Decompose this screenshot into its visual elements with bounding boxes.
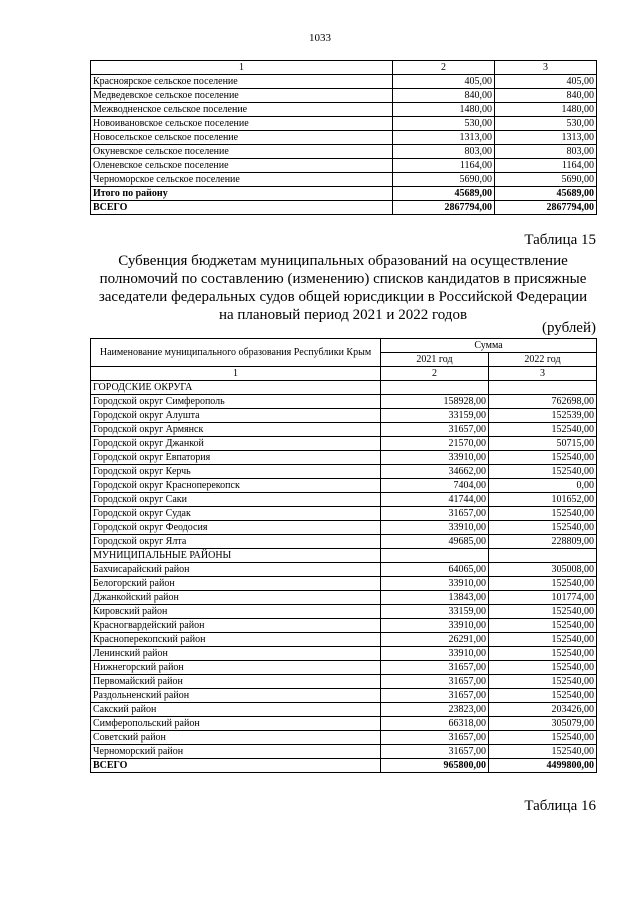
row-value: 530,00	[495, 117, 597, 131]
row-name: Городской округ Судак	[91, 507, 381, 521]
row-value: 1480,00	[495, 103, 597, 117]
row-value: 33910,00	[381, 619, 489, 633]
table-row	[91, 535, 597, 549]
table-row	[91, 479, 597, 493]
row-name: ВСЕГО	[91, 759, 381, 773]
row-name: Итого по району	[91, 187, 393, 201]
row-name: Медведевское сельское поселение	[91, 89, 393, 103]
row-name: Симферопольский район	[91, 717, 381, 731]
row-value: 840,00	[393, 89, 495, 103]
subtotal-row	[91, 187, 597, 201]
row-value: 305079,00	[489, 717, 597, 731]
row-value: 34662,00	[381, 465, 489, 479]
table-row	[91, 717, 597, 731]
row-name: Ленинский район	[91, 647, 381, 661]
row-value: 31657,00	[381, 661, 489, 675]
section-heading: МУНИЦИПАЛЬНЫЕ РАЙОНЫ	[91, 549, 381, 563]
column-header-2021: 2021 год	[381, 353, 489, 367]
row-value: 305008,00	[489, 563, 597, 577]
row-name: Городской округ Джанкой	[91, 437, 381, 451]
row-value: 33910,00	[381, 521, 489, 535]
table-row	[91, 75, 597, 89]
row-value: 31657,00	[381, 689, 489, 703]
row-value: 405,00	[393, 75, 495, 89]
row-name: Черноморский район	[91, 745, 381, 759]
table-row	[91, 159, 597, 173]
row-name: Городской округ Симферополь	[91, 395, 381, 409]
row-name: Красноперекопский район	[91, 633, 381, 647]
row-value: 152540,00	[489, 633, 597, 647]
row-value: 31657,00	[381, 731, 489, 745]
column-header-2022: 2022 год	[489, 353, 597, 367]
table-row	[91, 103, 597, 117]
table-row	[91, 689, 597, 703]
table-row	[91, 465, 597, 479]
row-name: Оленевское сельское поселение	[91, 159, 393, 173]
section-heading: ГОРОДСКИЕ ОКРУГА	[91, 381, 381, 395]
row-value: 152540,00	[489, 745, 597, 759]
row-name: Межводненское сельское поселение	[91, 103, 393, 117]
total-row	[91, 759, 597, 773]
table-row	[91, 423, 597, 437]
row-name: Первомайский район	[91, 675, 381, 689]
row-value: 965800,00	[381, 759, 489, 773]
row-value: 405,00	[495, 75, 597, 89]
row-value: 152540,00	[489, 731, 597, 745]
table-header-row	[91, 61, 597, 75]
row-value: 803,00	[393, 145, 495, 159]
row-value: 31657,00	[381, 507, 489, 521]
row-value: 101774,00	[489, 591, 597, 605]
row-value: 33910,00	[381, 577, 489, 591]
row-name: Джанкойский район	[91, 591, 381, 605]
table-row	[91, 131, 597, 145]
row-name: Новоивановское сельское поселение	[91, 117, 393, 131]
table-15-title: Субвенция бюджетам муниципальных образований на осуществление полномочий по составлению (изменению) списков кандидатов в присяжные заседатели федеральных судов общей юрисдикции в Российской Федерации на плановый период 2021 и 2022 годов	[98, 253, 588, 323]
total-row	[91, 201, 597, 215]
row-name: Окуневское сельское поселение	[91, 145, 393, 159]
row-value: 1313,00	[393, 131, 495, 145]
row-value: 152540,00	[489, 507, 597, 521]
row-value: 26291,00	[381, 633, 489, 647]
row-value: 530,00	[393, 117, 495, 131]
row-name: Городской округ Красноперекопск	[91, 479, 381, 493]
row-name: Городской округ Керчь	[91, 465, 381, 479]
row-name: Бахчисарайский район	[91, 563, 381, 577]
row-value: 7404,00	[381, 479, 489, 493]
row-value: 1164,00	[495, 159, 597, 173]
row-value: 152540,00	[489, 451, 597, 465]
row-value: 21570,00	[381, 437, 489, 451]
row-value: 803,00	[495, 145, 597, 159]
row-value: 152540,00	[489, 619, 597, 633]
row-value: 152540,00	[489, 661, 597, 675]
table-row	[91, 731, 597, 745]
page-number: 1033	[309, 32, 331, 44]
section-row	[91, 549, 597, 563]
row-name: Сакский район	[91, 703, 381, 717]
row-value: 49685,00	[381, 535, 489, 549]
table-row	[91, 89, 597, 103]
row-value: 0,00	[489, 479, 597, 493]
table-row	[91, 577, 597, 591]
row-name: Красногвардейский район	[91, 619, 381, 633]
row-value: 64065,00	[381, 563, 489, 577]
row-name: Кировский район	[91, 605, 381, 619]
row-name: Городской округ Евпатория	[91, 451, 381, 465]
table-row	[91, 145, 597, 159]
row-name: Советский район	[91, 731, 381, 745]
row-value: 152540,00	[489, 521, 597, 535]
column-number-row	[91, 367, 597, 381]
unit-label: (рублей)	[541, 320, 596, 336]
row-value: 152540,00	[489, 647, 597, 661]
row-value: 152540,00	[489, 689, 597, 703]
row-name: Черноморское сельское поселение	[91, 173, 393, 187]
table-row	[91, 745, 597, 759]
table-row	[91, 605, 597, 619]
row-name: Нижнегорский район	[91, 661, 381, 675]
row-value: 203426,00	[489, 703, 597, 717]
row-value: 45689,00	[495, 187, 597, 201]
row-value: 152540,00	[489, 423, 597, 437]
row-name: Раздольненский район	[91, 689, 381, 703]
row-value: 152539,00	[489, 409, 597, 423]
row-value: 840,00	[495, 89, 597, 103]
row-value: 5690,00	[393, 173, 495, 187]
table-16-label: Таблица 16	[524, 798, 596, 814]
table-row	[91, 117, 597, 131]
table-14-continuation	[90, 60, 597, 215]
row-value: 1313,00	[495, 131, 597, 145]
row-value: 66318,00	[381, 717, 489, 731]
row-name: Новосельское сельское поселение	[91, 131, 393, 145]
row-value: 33910,00	[381, 451, 489, 465]
row-value: 2867794,00	[393, 201, 495, 215]
table-row	[91, 591, 597, 605]
row-value: 5690,00	[495, 173, 597, 187]
table-row	[91, 619, 597, 633]
column-number: 3	[489, 367, 597, 381]
row-value: 4499800,00	[489, 759, 597, 773]
table-row	[91, 437, 597, 451]
row-value: 101652,00	[489, 493, 597, 507]
table-row	[91, 451, 597, 465]
row-value: 2867794,00	[495, 201, 597, 215]
column-number: 2	[393, 61, 495, 75]
column-header-sum: Сумма	[381, 339, 597, 353]
column-number: 1	[91, 61, 393, 75]
row-value: 31657,00	[381, 675, 489, 689]
table-row	[91, 647, 597, 661]
row-value: 152540,00	[489, 675, 597, 689]
row-value: 158928,00	[381, 395, 489, 409]
table-row	[91, 409, 597, 423]
table-row	[91, 507, 597, 521]
row-value: 33159,00	[381, 409, 489, 423]
table-row	[91, 521, 597, 535]
table-header-row	[91, 339, 597, 353]
column-number: 3	[495, 61, 597, 75]
row-value: 1480,00	[393, 103, 495, 117]
row-value: 45689,00	[393, 187, 495, 201]
row-value: 13843,00	[381, 591, 489, 605]
table-row	[91, 395, 597, 409]
row-value: 1164,00	[393, 159, 495, 173]
row-name: ВСЕГО	[91, 201, 393, 215]
row-value: 31657,00	[381, 745, 489, 759]
row-name: Белогорский район	[91, 577, 381, 591]
table-15-label: Таблица 15	[524, 232, 596, 248]
column-header-name: Наименование муниципального образования Республики Крым	[91, 339, 381, 367]
row-value: 152540,00	[489, 465, 597, 479]
table-row	[91, 675, 597, 689]
row-name: Городской округ Алушта	[91, 409, 381, 423]
row-value: 41744,00	[381, 493, 489, 507]
row-value: 23823,00	[381, 703, 489, 717]
table-row	[91, 703, 597, 717]
row-name: Красноярское сельское поселение	[91, 75, 393, 89]
row-value: 152540,00	[489, 577, 597, 591]
row-value: 33910,00	[381, 647, 489, 661]
row-value: 33159,00	[381, 605, 489, 619]
row-value: 228809,00	[489, 535, 597, 549]
table-row	[91, 633, 597, 647]
row-name: Городской округ Армянск	[91, 423, 381, 437]
column-number: 1	[91, 367, 381, 381]
table-15	[90, 338, 597, 773]
row-value: 762698,00	[489, 395, 597, 409]
row-value: 50715,00	[489, 437, 597, 451]
table-row	[91, 493, 597, 507]
table-row	[91, 563, 597, 577]
table-row	[91, 661, 597, 675]
section-row	[91, 381, 597, 395]
row-name: Городской округ Саки	[91, 493, 381, 507]
row-value: 31657,00	[381, 423, 489, 437]
column-number: 2	[381, 367, 489, 381]
row-value: 152540,00	[489, 605, 597, 619]
row-name: Городской округ Ялта	[91, 535, 381, 549]
table-row	[91, 173, 597, 187]
row-name: Городской округ Феодосия	[91, 521, 381, 535]
